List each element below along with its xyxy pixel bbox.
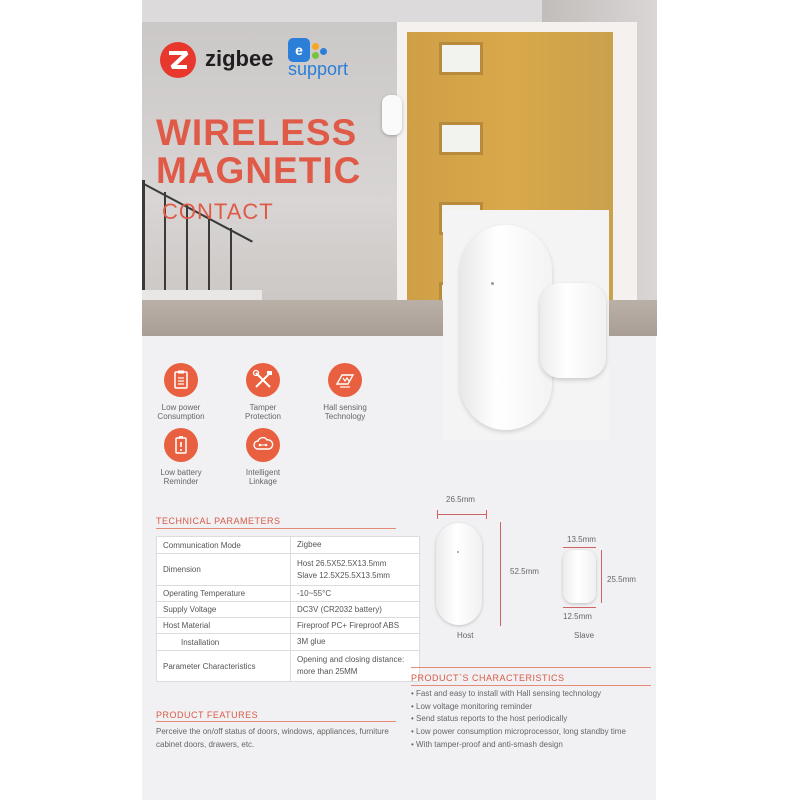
host-dimension-image <box>436 523 482 625</box>
feature-hall <box>300 363 390 421</box>
dimension-line <box>563 607 596 608</box>
headline-line-3: CONTACT <box>162 199 274 224</box>
table-row <box>157 602 420 618</box>
host-width-label: 26.5mm <box>446 495 475 504</box>
slave-label: Slave <box>574 631 595 640</box>
dimension-tick <box>437 510 438 519</box>
door-sensor-mounted <box>382 95 402 135</box>
headline-line-2: MAGNETIC <box>156 150 362 191</box>
list-item: • Fast and easy to install with Hall sensing technology <box>411 689 602 698</box>
product-characteristics-title: PRODUCT`S CHARACTERISTICS <box>411 673 565 683</box>
divider <box>156 528 396 529</box>
table-row <box>157 634 420 651</box>
slave-bottom-width-label: 12.5mm <box>563 612 592 621</box>
param-key: Parameter Characteristics <box>157 651 291 682</box>
ewelink-wordmark: support <box>288 59 349 79</box>
headline-line-1: WIRELESS <box>156 112 358 153</box>
list-item: • Low voltage monitoring reminder <box>411 702 533 711</box>
product-features-text: Perceive the on/off status of doors, windows, appliances, furniture cabinet doors, drawers, etc. <box>156 727 389 749</box>
feature-battery <box>136 428 226 486</box>
slave-magnet-image <box>540 283 606 378</box>
dimension-tick <box>486 510 487 519</box>
divider <box>411 667 651 668</box>
zigbee-logo-icon <box>160 42 196 78</box>
divider <box>156 721 396 722</box>
param-key: Supply Voltage <box>157 602 291 618</box>
param-key: Dimension <box>157 554 291 586</box>
host-sensor-image <box>460 225 552 430</box>
dimension-line <box>563 547 596 548</box>
table-row <box>157 618 420 634</box>
host-label: Host <box>457 631 474 640</box>
technical-parameters-title: TECHNICAL PARAMETERS <box>156 516 281 526</box>
slave-height-label: 25.5mm <box>607 575 636 584</box>
hall-sensor-icon <box>328 363 362 397</box>
feature-low-power <box>136 363 226 421</box>
param-key: Communication Mode <box>157 537 291 554</box>
param-value: 3M glue <box>291 634 420 651</box>
param-value: Host 26.5X52.5X13.5mm Slave 12.5X25.5X13.5mm <box>291 554 420 586</box>
cloud-link-icon <box>246 428 280 462</box>
feature-label: Tamper Protection <box>244 403 282 421</box>
param-key: Installation <box>157 634 291 651</box>
list-item: • Low power consumption microprocessor, long standby time <box>411 727 626 736</box>
feature-tamper <box>218 363 308 421</box>
dimension-line <box>437 514 487 515</box>
param-value: Zigbee <box>291 537 420 554</box>
table-row <box>157 586 420 602</box>
divider <box>411 685 651 686</box>
table-row <box>157 537 420 554</box>
table-row <box>157 651 420 682</box>
feature-linkage <box>218 428 308 486</box>
zigbee-wordmark: zigbee <box>205 46 274 71</box>
feature-label: Low power Consumption <box>157 403 205 421</box>
param-key: Host Material <box>157 618 291 634</box>
logo-dot <box>320 48 327 55</box>
param-value: Fireproof PC+ Fireproof ABS <box>291 618 420 634</box>
dimension-line <box>500 522 501 626</box>
list-item: • Send status reports to the host periodically <box>411 714 568 723</box>
host-height-label: 52.5mm <box>510 567 539 576</box>
feature-label: Intelligent Linkage <box>245 468 281 486</box>
param-value: -10~55°C <box>291 586 420 602</box>
battery-icon <box>164 428 198 462</box>
list-item: • With tamper-proof and anti-smash design <box>411 740 563 749</box>
slave-dimension-image <box>563 550 596 603</box>
feature-label: Low battery Reminder <box>160 468 202 486</box>
table-row <box>157 554 420 586</box>
door-window <box>439 42 483 75</box>
dimension-line <box>601 550 602 603</box>
clipboard-icon <box>164 363 198 397</box>
param-value: Opening and closing distance: more than 25MM <box>291 651 420 682</box>
logo-dot <box>312 52 319 59</box>
door-window <box>439 122 483 155</box>
slave-top-width-label: 13.5mm <box>567 535 596 544</box>
logo-dot <box>312 43 319 50</box>
ewelink-logo-icon: e <box>288 38 310 62</box>
feature-label: Hall sensing Technology <box>323 403 367 421</box>
param-value: DC3V (CR2032 battery) <box>291 602 420 618</box>
product-features-title: PRODUCT FEATURES <box>156 710 259 720</box>
tools-icon <box>246 363 280 397</box>
technical-parameters-table <box>156 536 420 682</box>
param-key: Operating Temperature <box>157 586 291 602</box>
